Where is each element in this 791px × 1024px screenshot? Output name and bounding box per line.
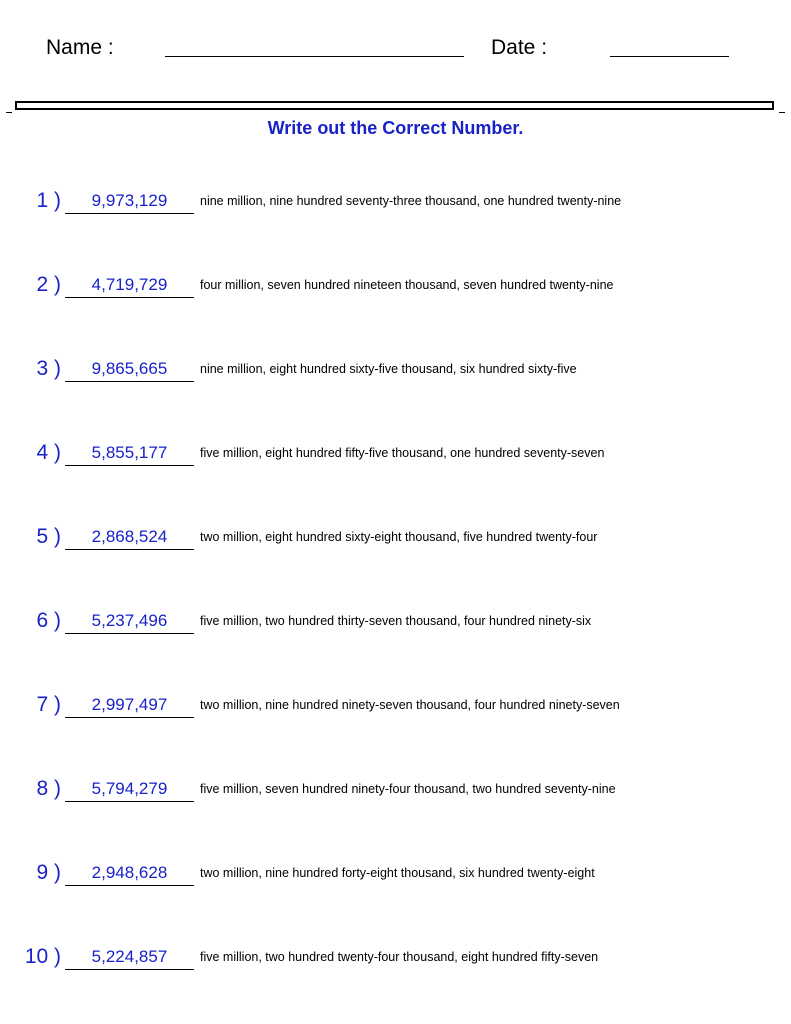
answer-field[interactable]: 5,855,177 (65, 442, 194, 466)
number-in-words: five million, seven hundred ninety-four thousand, two hundred seventy-nine (200, 782, 616, 796)
problem-row-3 (0, 356, 791, 386)
problem-row-4 (0, 440, 791, 470)
answer-field[interactable]: 2,997,497 (65, 694, 194, 718)
problem-row-2 (0, 272, 791, 302)
problem-number: 9 ) (36, 861, 61, 884)
problem-number: 10 ) (24, 945, 61, 968)
answer-field[interactable]: 5,224,857 (65, 946, 194, 970)
answer-field[interactable]: 4,719,729 (65, 274, 194, 298)
problem-row-7 (0, 692, 791, 722)
name-field-line[interactable] (165, 56, 464, 57)
problem-number: 4 ) (36, 441, 61, 464)
number-in-words: five million, two hundred twenty-four thousand, eight hundred fifty-seven (200, 950, 599, 964)
problem-number: 8 ) (36, 777, 61, 800)
header-divider (15, 101, 774, 110)
number-in-words: two million, nine hundred forty-eight thousand, six hundred twenty-eight (200, 866, 595, 880)
answer-field[interactable]: 2,868,524 (65, 526, 194, 550)
number-in-words: five million, two hundred thirty-seven thousand, four hundred ninety-six (200, 614, 592, 628)
number-in-words: nine million, nine hundred seventy-three thousand, one hundred twenty-nine (200, 194, 622, 208)
number-in-words: two million, eight hundred sixty-eight thousand, five hundred twenty-four (200, 530, 598, 544)
answer-field[interactable]: 5,794,279 (65, 778, 194, 802)
divider-tick-left (6, 112, 12, 113)
problem-row-8 (0, 776, 791, 806)
problem-row-1 (0, 188, 791, 218)
answer-field[interactable]: 2,948,628 (65, 862, 194, 886)
problem-number: 2 ) (36, 273, 61, 296)
number-in-words: four million, seven hundred nineteen thousand, seven hundred twenty-nine (200, 278, 614, 292)
answer-field[interactable]: 9,973,129 (65, 190, 194, 214)
problem-row-5 (0, 524, 791, 554)
number-in-words: five million, eight hundred fifty-five thousand, one hundred seventy-seven (200, 446, 605, 460)
answer-field[interactable]: 9,865,665 (65, 358, 194, 382)
problem-number: 7 ) (36, 693, 61, 716)
problem-number: 6 ) (36, 609, 61, 632)
name-label: Name : (46, 36, 114, 59)
answer-field[interactable]: 5,237,496 (65, 610, 194, 634)
problem-number: 3 ) (36, 357, 61, 380)
number-in-words: nine million, eight hundred sixty-five thousand, six hundred sixty-five (200, 362, 577, 376)
date-field-line[interactable] (610, 56, 729, 57)
problem-number: 5 ) (36, 525, 61, 548)
divider-tick-right (779, 112, 785, 113)
page-title: Write out the Correct Number. (267, 118, 524, 138)
problem-number: 1 ) (36, 189, 61, 212)
problem-row-9 (0, 860, 791, 890)
date-label: Date : (491, 36, 548, 59)
problem-row-6 (0, 608, 791, 638)
problem-row-10 (0, 944, 791, 974)
number-in-words: two million, nine hundred ninety-seven thousand, four hundred ninety-seven (200, 698, 620, 712)
